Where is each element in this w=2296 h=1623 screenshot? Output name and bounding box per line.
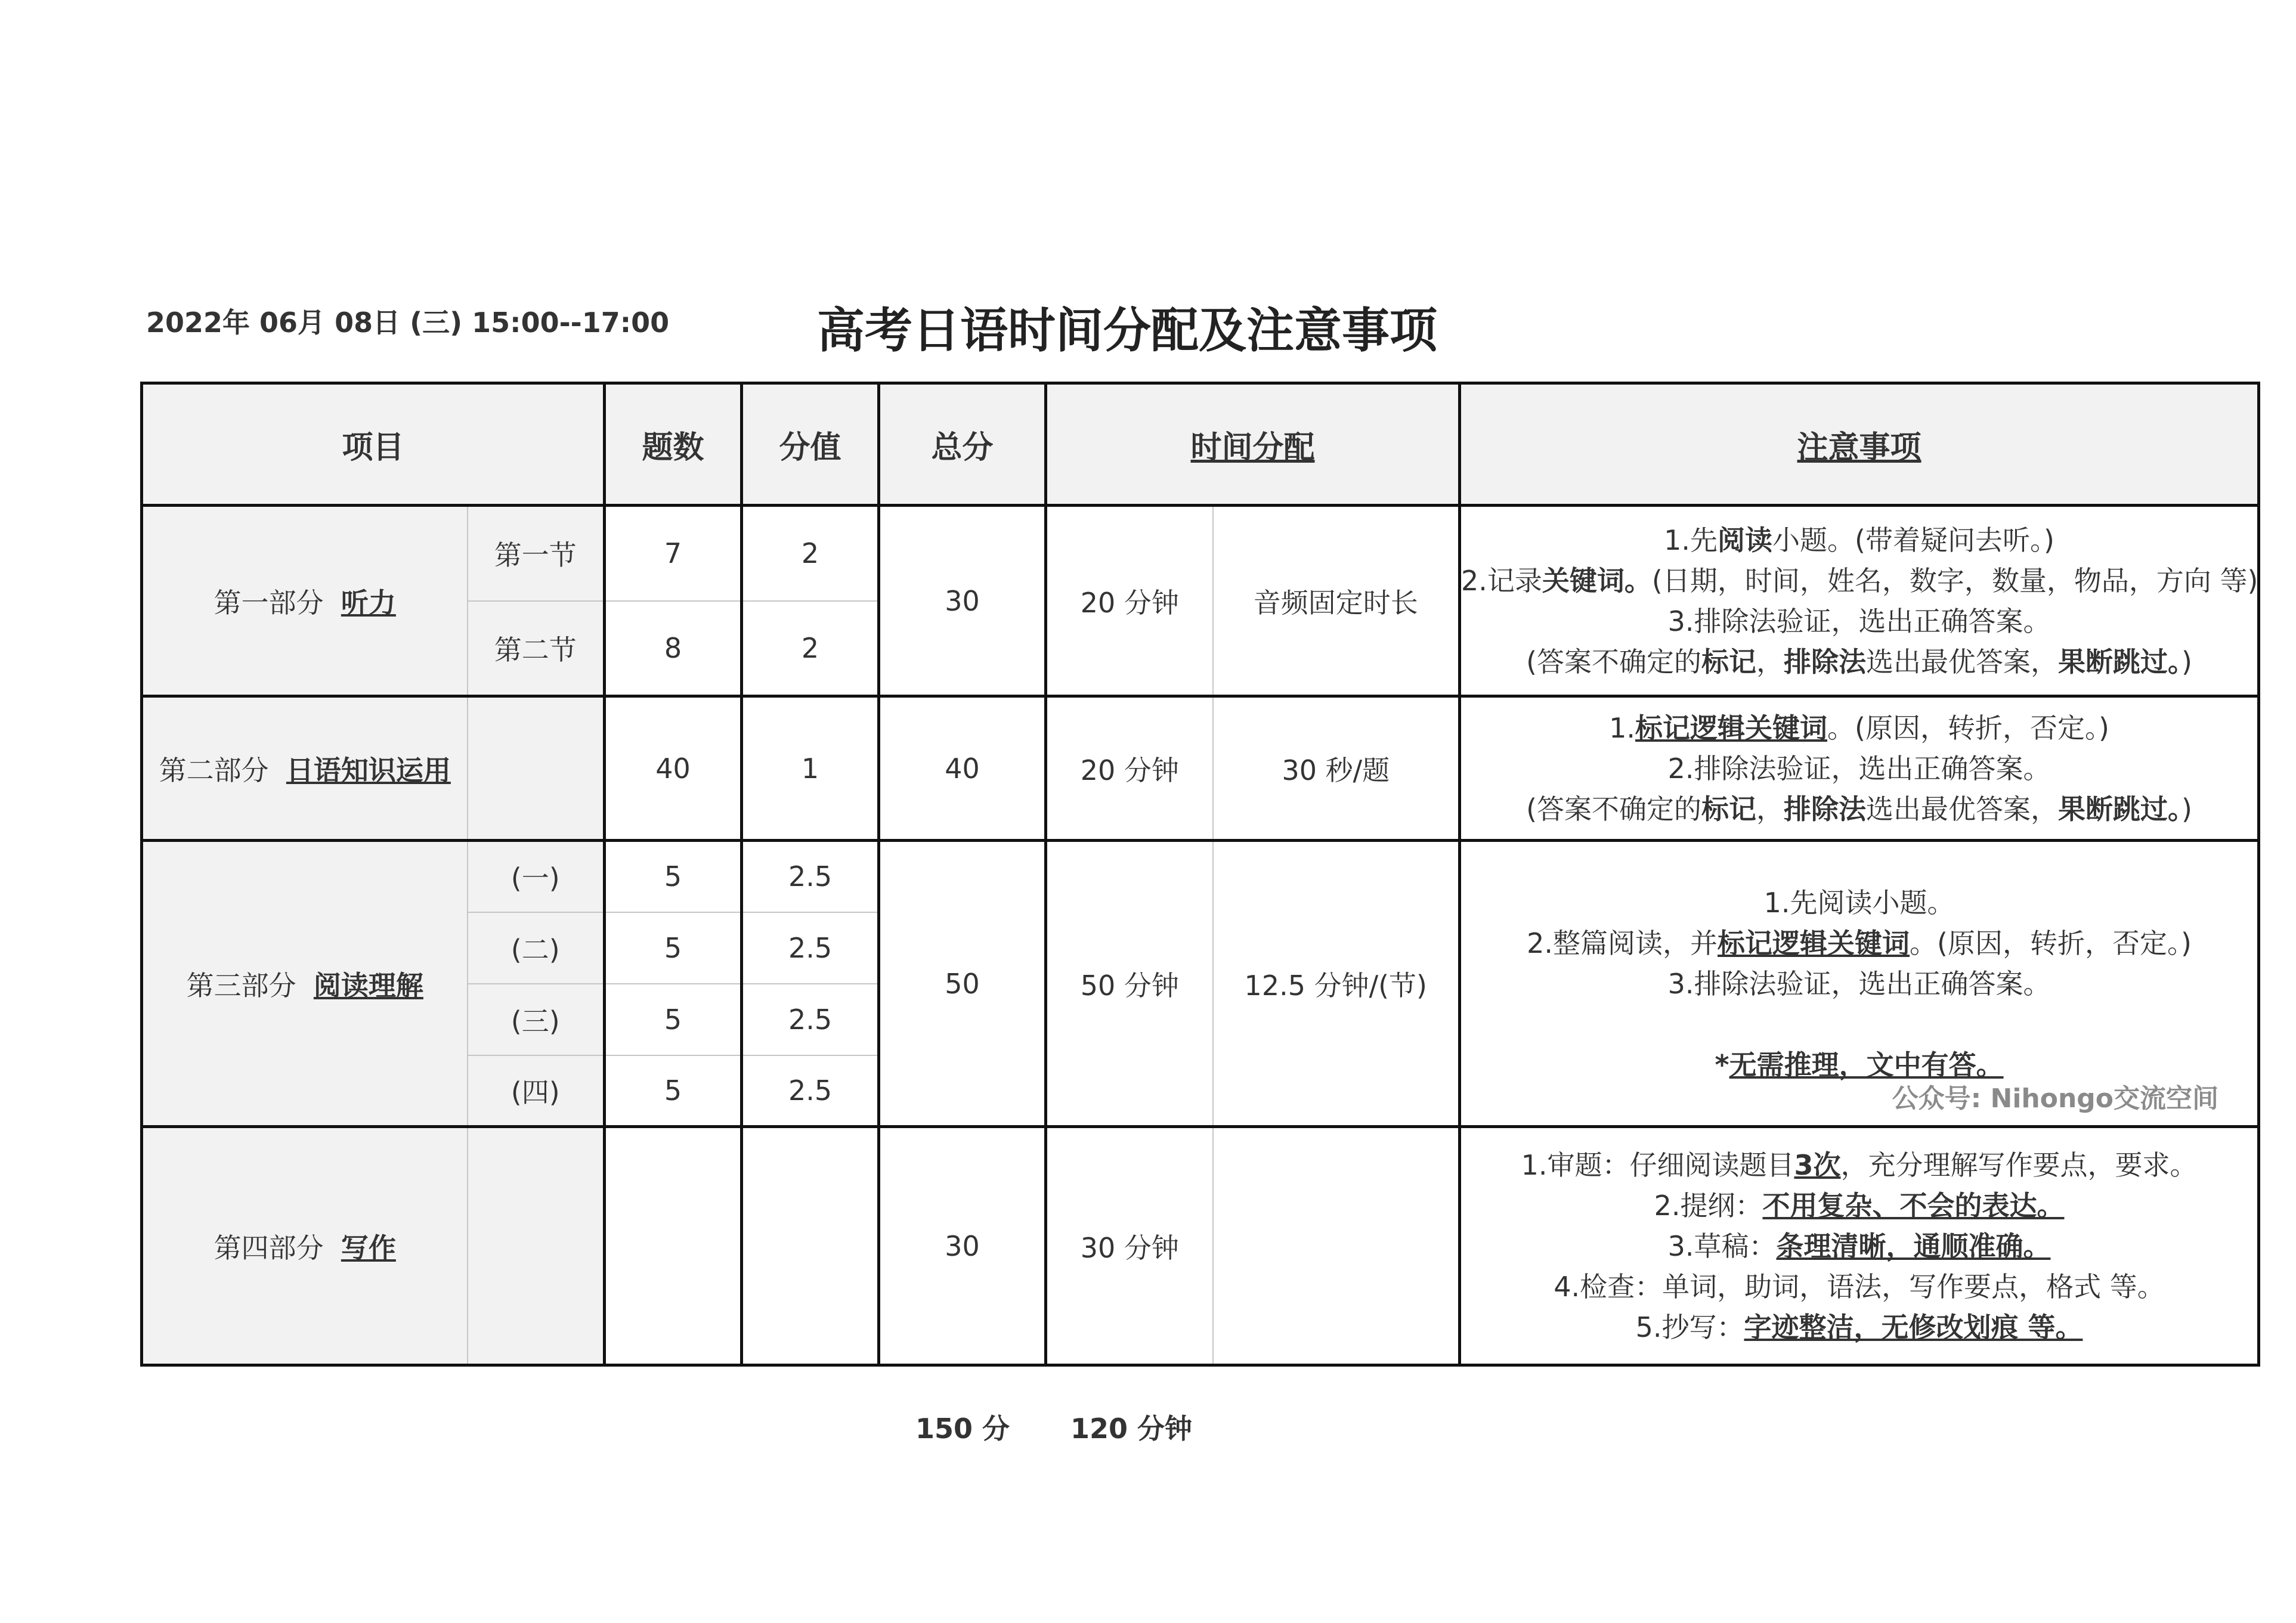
schedule-table: [140, 382, 2260, 1367]
section-3-sub-3-score: 2.5: [742, 984, 879, 1055]
col-count: 题数: [605, 383, 742, 506]
col-score: 分值: [742, 383, 879, 506]
section-2-label: 第二部分 日语知识运用: [142, 696, 468, 841]
section-2-count: 40: [605, 696, 742, 841]
col-time: 时间分配: [1046, 383, 1460, 506]
section-3-sub-1-count: 5: [605, 841, 742, 912]
section-2-time-note: 30 秒/题: [1213, 696, 1460, 841]
section-4-total: 30: [879, 1127, 1046, 1365]
section-2-score: 1: [742, 696, 879, 841]
section-4-label: 第四部分 写作: [142, 1127, 468, 1365]
section-4-notes: 1.审题：仔细阅读题目3次，充分理解写作要点，要求。 2.提纲：不用复杂、不会的表达。 3.草稿：条理清晰，通顺准确。 4.检查：单词，助词，语法，写作要点，格式 等。 5.抄写：字迹整洁，无修改划痕 等。: [1460, 1127, 2259, 1365]
section-3-time: 50 分钟: [1046, 841, 1213, 1127]
section-4-time: 30 分钟: [1046, 1127, 1213, 1365]
section-1-sub-2-count: 8: [605, 601, 742, 696]
section-1-notes: 1.先阅读小题。(带着疑问去听。) 2.记录关键词。(日期，时间，姓名，数字，数量，物品，方向 等) 3.排除法验证，选出正确答案。 (答案不确定的标记，排除法选出最优答案，果断跳过。): [1460, 506, 2259, 696]
section-3-sub-2-count: 5: [605, 912, 742, 984]
section-3-sub-3: (三): [468, 984, 605, 1055]
section-2-sub: [468, 696, 605, 841]
section-4-row: [142, 1127, 2259, 1365]
section-2-time: 20 分钟: [1046, 696, 1213, 841]
section-2-row: [142, 696, 2259, 841]
section-3-total: 50: [879, 841, 1046, 1127]
section-1-label: 第一部分 听力: [142, 506, 468, 696]
section-1-sub-1-count: 7: [605, 506, 742, 601]
section-1-time: 20 分钟: [1046, 506, 1213, 696]
section-1-time-note: 音频固定时长: [1213, 506, 1460, 696]
section-3-sub-3-count: 5: [605, 984, 742, 1055]
section-2-notes: 1.标记逻辑关键词。(原因，转折，否定。) 2.排除法验证，选出正确答案。 (答案不确定的标记，排除法选出最优答案，果断跳过。): [1460, 696, 2259, 841]
header-row: [142, 383, 2259, 506]
col-total: 总分: [879, 383, 1046, 506]
col-notes: 注意事项: [1460, 383, 2259, 506]
section-1-sub-1-score: 2: [742, 506, 879, 601]
section-3-sub-2-score: 2.5: [742, 912, 879, 984]
section-3-sub-4-score: 2.5: [742, 1055, 879, 1127]
section-3-time-note: 12.5 分钟/(节): [1213, 841, 1460, 1127]
section-4-time-note: [1213, 1127, 1460, 1365]
total-time: 120 分钟: [1070, 1413, 1193, 1445]
section-1-sub-2: 第二节: [468, 601, 605, 696]
section-3-sub-4: (四): [468, 1055, 605, 1127]
section-1-total: 30: [879, 506, 1046, 696]
section-3-sub-1-score: 2.5: [742, 841, 879, 912]
section-3-sub-1: (一): [468, 841, 605, 912]
section-4-sub: [468, 1127, 605, 1365]
section-3-sub-2: (二): [468, 912, 605, 984]
section-4-score: [742, 1127, 879, 1365]
section-3-notes: 1.先阅读小题。 2.整篇阅读，并标记逻辑关键词。(原因，转折，否定。) 3.排除法验证，选出正确答案。 *无需推理，文中有答。 公众号: Nihongo交流空间: [1460, 841, 2259, 1127]
section-3-row-1: [142, 841, 2259, 912]
section-1-sub-1: 第一节: [468, 506, 605, 601]
watermark: 公众号: Nihongo交流空间: [1892, 1083, 2219, 1114]
exam-date: 2022年 06月 08日 (三) 15:00--17:00: [146, 306, 670, 339]
section-3-sub-4-count: 5: [605, 1055, 742, 1127]
section-4-count: [605, 1127, 742, 1365]
section-1-row-1: [142, 506, 2259, 601]
section-2-total: 40: [879, 696, 1046, 841]
page-title: 高考日语时间分配及注意事项: [817, 303, 1437, 358]
section-1-sub-2-score: 2: [742, 601, 879, 696]
col-item: 项目: [142, 383, 605, 506]
section-3-label: 第三部分 阅读理解: [142, 841, 468, 1127]
total-score: 150 分: [915, 1413, 1010, 1445]
